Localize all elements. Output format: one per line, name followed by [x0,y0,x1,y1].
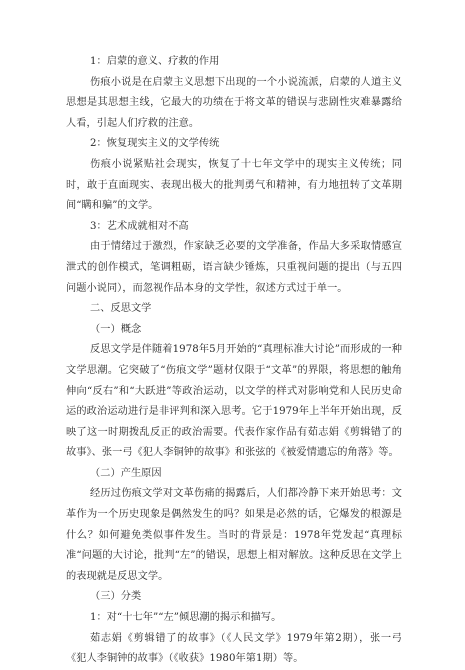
section-heading-artistic: 3：艺术成就相对不高 [90,220,189,232]
list-item-seventeen-years: 1：对“十七年”“左”倾思潮的揭示和描写。 [90,612,282,624]
paragraph-causes: 经历过伤痕文学对文革伤痛的揭露后，人们都冷静下来开始思考：文革作为一个历史现象是偶然发生的吗？如果是必然的话，它爆发的根源是什么？如何避免类似事件发生。当时的背景是：1978年党发起“真理标准“问题的大讨论，批判“左”的错误，思想上相对解放。这种反思在文学上的表现就是反思文学。 [66,488,402,582]
paragraph-artistic: 由于情绪过于激烈，作家缺乏必要的文学准备，作品大多采取情感宣泄式的创作模式，笔调粗砺，语言缺少锤炼，只重视问题的提出（与五四问题小说同），而忽视作品本身的文学性，叙述方式过于单一。 [66,241,402,294]
document-page [66,52,402,670]
subsection-heading-concept: （一）概念 [90,323,142,335]
subsection-heading-causes: （二）产生原因 [90,467,162,479]
paragraph-works: 茹志娟《剪辑错了的故事》（《人民文学》1979年第2期），张一弓《犯人李铜钟的故事》（《收获》1980年第1期）等。 [66,632,402,665]
paragraph-realism: 伤痕小说紧贴社会现实，恢复了十七年文学中的现实主义传统；同时，敢于直面现实、表现出极大的批判勇气和精神，有力地扭转了文革期间“瞒和骗”的文学。 [66,158,402,212]
subsection-heading-classification: （三）分类 [90,591,142,603]
section-heading-enlightenment: 1：启蒙的意义、疗救的作用 [90,56,220,67]
chapter-heading-reflection: 二、反思文学 [90,303,152,315]
paragraph-enlightenment: 伤痕小说是在启蒙主义思想下出现的一个小说流派，启蒙的人道主义思想是其思想主线，它最大的功绩在于将文革的错误与悲剧性灾难暴露给人看，引起人们疗救的注意。 [66,76,402,129]
paragraph-concept: 反思文学是伴随着1978年5月开始的“真理标准大讨论”而形成的一种文学思潮。它突破了“伤痕文学”题材仅限于“文革”的界限，将思想的触角伸向“反右”和“大跃进”等政治运动，以文学的样式对影响党和人民历史命运的政治运动进行是非评判和深入思考。它于1979年上半年开始出现，反映了这一时期拨乱反正的政治需要。代表作家作品有茹志娟《剪辑错了的故事》、张一弓《犯人李铜钟的故事》和张弦的《被爱情遗忘的角落》等。 [66,344,402,459]
section-heading-realism: 2：恢复现实主义的文学传统 [90,138,220,150]
